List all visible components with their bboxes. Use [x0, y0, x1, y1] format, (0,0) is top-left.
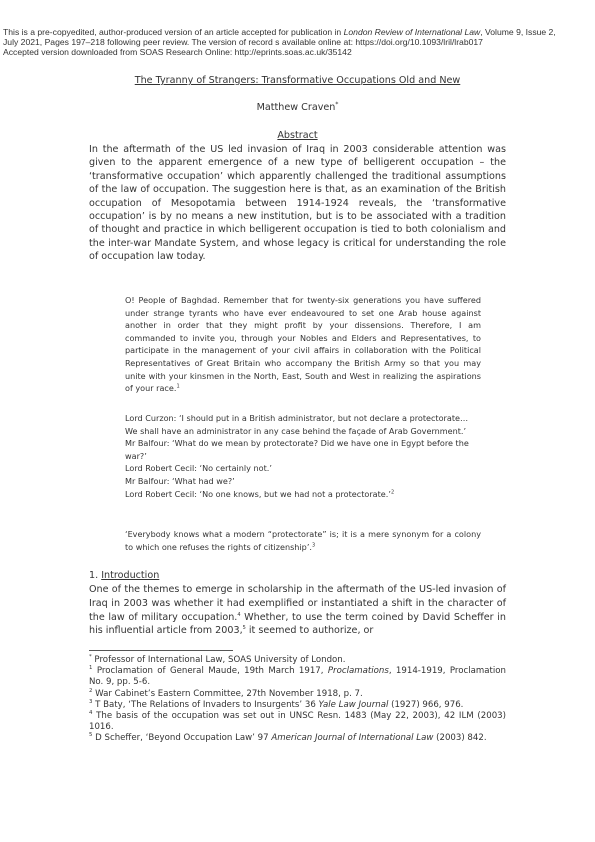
quote-3-text: ‘Everybody knows what a modern “protectorate” is; it is a mere synonym for a colony to which one refuses the rights of citizenship’. — [125, 529, 481, 552]
footnote-number: 4 — [89, 710, 93, 717]
footnote-number: * — [89, 654, 92, 661]
epigraph-quote-3 — [125, 528, 481, 553]
footnote-text: Proclamation of General Maude, 19th March 1917, — [92, 666, 328, 677]
footnote-text: War Cabinet’s Eastern Committee, 27th November 1918, p. 7. — [92, 688, 363, 699]
footnote-italic: Proclamations — [327, 666, 389, 677]
footnote-text: T Baty, ‘The Relations of Invaders to Insurgents’ 36 — [92, 699, 319, 710]
section-title: Introduction — [101, 570, 160, 581]
notice-repository: Accepted version downloaded from SOAS Research Online: http://eprints.soas.ac.uk/35142 — [3, 47, 352, 57]
quote-1-text: O! People of Baghdad. Remember that for twenty-six generations you have suffered under strange tyrants who have ever endeavoured to set one Arab house against another in order that they might profit by your dissensions. Therefore, I am commanded to invite you, through your Nobles and Elders and Representatives, to participate in the management of your civil affairs in collaboration with the Political Representatives of Great Britain who accompany the British Army so that you may unite with your kinsmen in the North, East, South and West in realizing the aspirations of your race. — [125, 295, 481, 394]
epigraph-quote-2 — [125, 412, 481, 500]
section-body — [89, 583, 506, 638]
dialogue-line: Lord Robert Cecil: ‘No one knows, but we had not a protectorate.’ — [125, 488, 391, 499]
dialogue-line: Lord Robert Cecil: ‘No certainly not.’ — [125, 463, 272, 474]
footnote — [89, 733, 506, 744]
footnote-text: The basis of the occupation was set out in UNSC Resn. 1483 (May 22, 2003), 42 ILM (2003) 1016. — [89, 711, 506, 733]
footnote — [89, 711, 506, 733]
section-heading — [89, 570, 159, 581]
footnote-number: 1 — [89, 665, 93, 672]
footnote — [89, 655, 506, 666]
dialogue-line-last — [125, 488, 481, 501]
footnote-divider — [89, 650, 233, 651]
footnotes — [89, 655, 506, 745]
notice-text: This is a pre-copyedited, author-produced version of an article accepted for publication in — [3, 27, 344, 37]
footnote-italic: Yale Law Journal — [318, 699, 389, 710]
footnote-text: (1927) 966, 976. — [388, 699, 464, 710]
footnote-ref-1: 1 — [176, 383, 180, 390]
footnote-italic: American Journal of International Law — [271, 733, 434, 744]
notice-journal: London Review of International Law — [343, 27, 481, 37]
footnote — [89, 666, 506, 688]
publication-notice — [3, 27, 563, 57]
footnote-ref-2: 2 — [390, 488, 395, 495]
footnote-text: Professor of International Law, SOAS University of London. — [91, 655, 346, 665]
notice-text-post: , Volume 9, Issue 2, July 2021, Pages 197–218 following peer review. The version of record s available online at: https://doi.org/10.1093/lril/lrab017 — [3, 27, 556, 47]
footnote-text: D Scheffer, ‘Beyond Occupation Law’ 97 — [92, 733, 272, 744]
footnote-ref-3: 3 — [311, 541, 316, 548]
body-text: Whether, to use the term coined by David Scheffer in his influential article from 2003, — [89, 611, 506, 637]
footnote-ref-4: 4 — [237, 611, 241, 618]
footnote-number: 3 — [89, 698, 93, 705]
article-author — [0, 101, 595, 113]
footnote-number: 5 — [89, 732, 93, 739]
dialogue-line: Mr Balfour: ‘What do we mean by protectorate? Did we have one in Egypt before the war?’ — [125, 438, 469, 461]
body-text: it seemed to authorize, or — [245, 625, 374, 637]
dialogue-line: Mr Balfour: ‘What had we?’ — [125, 475, 235, 486]
footnote — [89, 689, 506, 700]
footnote — [89, 700, 506, 711]
footnote-ref-5: 5 — [242, 625, 246, 632]
abstract-text: In the aftermath of the US led invasion of Iraq in 2003 considerable attention was given to the apparent emergence of a new type of belligerent occupation – the ‘transformative occupation’ which apparently challenged the traditional assumptions of the law of occupation. The suggestion here is that, as an examination of the British occupation of Mesopotamia between 1914-1924 reveals, the ‘transformative occupation’ is by no means a new institution, but is to be associated with a tradition of thought and practice in which belligerent occupation is tied to both colonialism and the inter-war Mandate System, and whose legacy is critical for understanding the role of occupation law today. — [89, 144, 506, 263]
section-number: 1. — [89, 570, 102, 581]
epigraph-quote-1 — [125, 294, 481, 395]
dialogue-line: Lord Curzon: ‘I should put in a British administrator, but not declare a protectorate… We shall have an administrator in any case behind the façade of Arab Government.’ — [125, 413, 469, 436]
author-footnote-mark: * — [335, 101, 339, 108]
footnote-number: 2 — [89, 687, 93, 694]
abstract-heading: Abstract — [277, 130, 318, 141]
author-name: Matthew Craven — [256, 102, 336, 114]
footnote-text: , 1914-1919, Proclamation No. 9, pp. 5-6. — [89, 666, 506, 688]
footnote-text: (2003) 842. — [433, 733, 487, 744]
body-text: One of the themes to emerge in scholarship in the aftermath of the US-led invasion of Iraq in 2003 was whether it had exemplified or instantiated a shift in the character of the law of military occupation. — [89, 584, 506, 623]
article-title: The Tyranny of Strangers: Transformative Occupations Old and New — [134, 75, 461, 86]
